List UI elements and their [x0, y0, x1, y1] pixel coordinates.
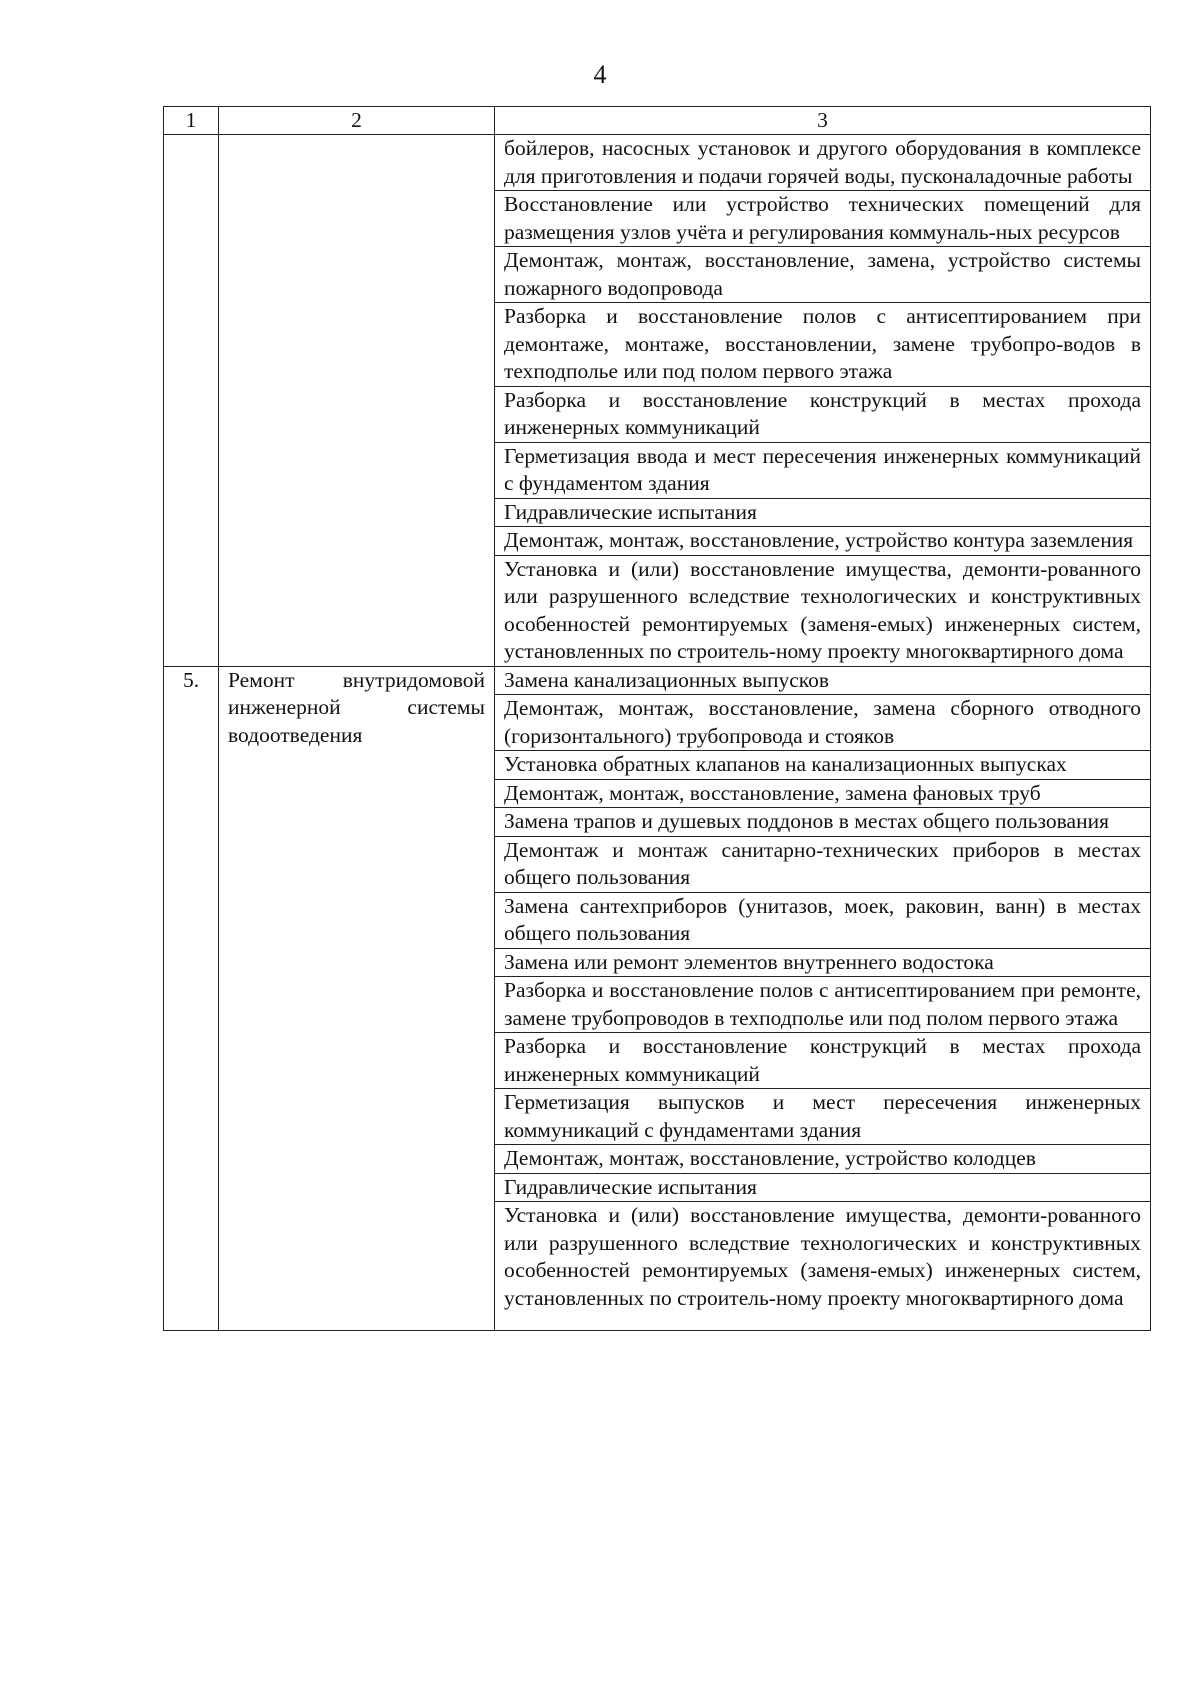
work-item: Замена сантехприборов (унитазов, моек, раковин, ванн) в местах общего пользования	[495, 892, 1151, 948]
work-item: Демонтаж, монтаж, восстановление, замена, устройство системы пожарного водопровода	[495, 247, 1151, 303]
section-title-cell	[219, 135, 495, 667]
work-item: бойлеров, насосных установок и другого оборудования в комплексе для приготовления и подачи горячей воды, пусконаладочные работы	[495, 135, 1151, 191]
header-col-3: 3	[495, 107, 1151, 135]
work-item: Гидравлические испытания	[495, 1173, 1151, 1202]
work-item: Герметизация ввода и мест пересечения инженерных коммуникаций с фундаментом здания	[495, 442, 1151, 498]
header-col-1: 1	[164, 107, 219, 135]
work-item: Разборка и восстановление конструкций в местах прохода инженерных коммуникаций	[495, 1033, 1151, 1089]
work-item: Установка и (или) восстановление имущества, демонти-рованного или разрушенного вследствие технологических и конструктивных особенностей ремонтируемых (заменя-емых) инженерных систем, установленных по строитель-ному проекту многоквартирного дома	[495, 555, 1151, 666]
work-item-tail	[495, 1312, 1151, 1331]
work-item: Демонтаж и монтаж санитарно-технических приборов в местах общего пользования	[495, 836, 1151, 892]
work-item: Замена или ремонт элементов внутреннего водостока	[495, 948, 1151, 977]
works-table-body	[164, 107, 1151, 1331]
work-item: Демонтаж, монтаж, восстановление, замена сборного отводного (горизонтального) трубопровода и стояков	[495, 695, 1151, 751]
number-cell	[164, 135, 219, 667]
work-item: Разборка и восстановление полов с антисептированием при ремонте, замене трубопроводов в техподполье или под полом первого этажа	[495, 977, 1151, 1033]
work-item: Восстановление или устройство технических помещений для размещения узлов учёта и регулирования коммуналь-ных ресурсов	[495, 191, 1151, 247]
work-item: Демонтаж, монтаж, восстановление, замена фановых труб	[495, 779, 1151, 808]
work-item: Установка обратных клапанов на канализационных выпусках	[495, 751, 1151, 780]
works-table	[163, 106, 1151, 1331]
work-item: Демонтаж, монтаж, восстановление, устройство колодцев	[495, 1145, 1151, 1174]
work-item: Замена трапов и душевых поддонов в местах общего пользования	[495, 808, 1151, 837]
table-row	[164, 666, 1151, 695]
work-item: Установка и (или) восстановление имущества, демонти-рованного или разрушенного вследствие технологических и конструктивных особенностей ремонтируемых (заменя-емых) инженерных систем, установленных по строитель-ному проекту многоквартирного дома	[495, 1202, 1151, 1313]
work-item: Разборка и восстановление конструкций в местах прохода инженерных коммуникаций	[495, 386, 1151, 442]
work-item: Разборка и восстановление полов с антисептированием при демонтаже, монтаже, восстановлении, замене трубопро-водов в техподполье или под полом первого этажа	[495, 303, 1151, 387]
work-item: Гидравлические испытания	[495, 498, 1151, 527]
work-item: Герметизация выпусков и мест пересечения инженерных коммуникаций с фундаментами здания	[495, 1089, 1151, 1145]
section-title: Ремонт внутридомовой инженерной системы водоотведения	[219, 666, 495, 1331]
work-item: Замена канализационных выпусков	[495, 666, 1151, 695]
header-row	[164, 107, 1151, 135]
header-col-2: 2	[219, 107, 495, 135]
table-row	[164, 135, 1151, 191]
page-number: 4	[593, 60, 607, 89]
section-number: 5.	[164, 666, 219, 1331]
work-item: Демонтаж, монтаж, восстановление, устройство контура заземления	[495, 527, 1151, 556]
